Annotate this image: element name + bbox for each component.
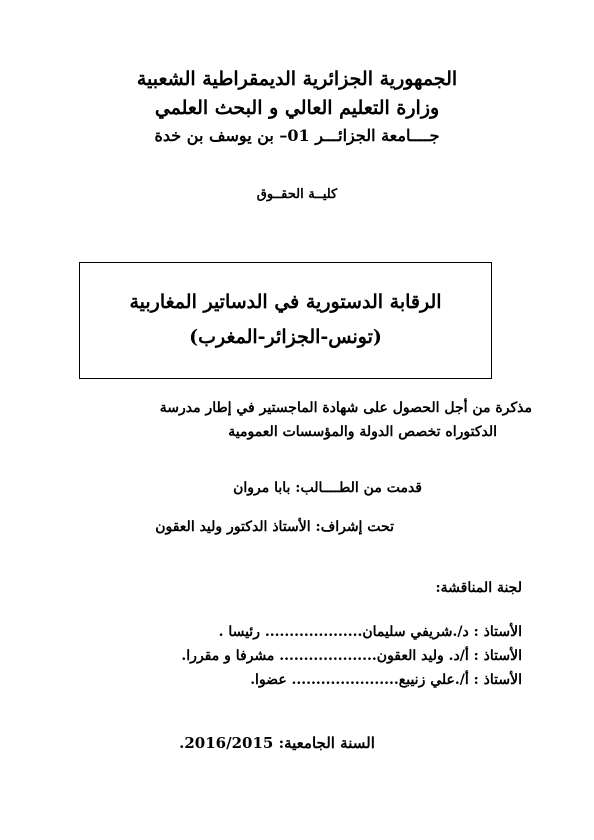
memo-line-2: الدكتوراه تخصص الدولة والمؤسسات العمومية [228, 424, 497, 440]
thesis-title: الرقابة الدستورية في الدساتير المغاربية [129, 291, 442, 313]
thesis-subtitle: (تونس-الجزائر-المغرب) [189, 326, 382, 348]
committee-member: الأستاذ : د/.شريفي سليمان.................... رئيسا . [218, 624, 522, 640]
supervisor-name: تحت إشراف: الأستاذ الدكتور وليد العقون [155, 519, 394, 535]
header-ministry: وزارة التعليم العالي و البحث العلمي [154, 97, 440, 119]
committee-title: لجنة المناقشة: [435, 580, 522, 596]
header-republic: الجمهورية الجزائرية الديمقراطية الشعبية [136, 68, 458, 90]
committee-member: الأستاذ : أ/د. وليد العقون.................... مشرفا و مقررا. [181, 648, 522, 664]
academic-year: السنة الجامعية: 2016/2015. [179, 734, 375, 752]
header-university: جــــامعة الجزائـــر 01– بن يوسف بن خدة [154, 126, 440, 145]
student-name: قدمت من الطــــالب: بابا مروان [233, 480, 422, 496]
thesis-title-box [79, 262, 492, 379]
committee-member: الأستاذ : أ/.علي زنيبع...................... عضوا. [250, 672, 522, 688]
memo-line-1: مذكرة من أجل الحصول على شهادة الماجستير في إطار مدرسة [159, 400, 532, 416]
faculty-name: كليــة الحقــوق [256, 187, 338, 202]
